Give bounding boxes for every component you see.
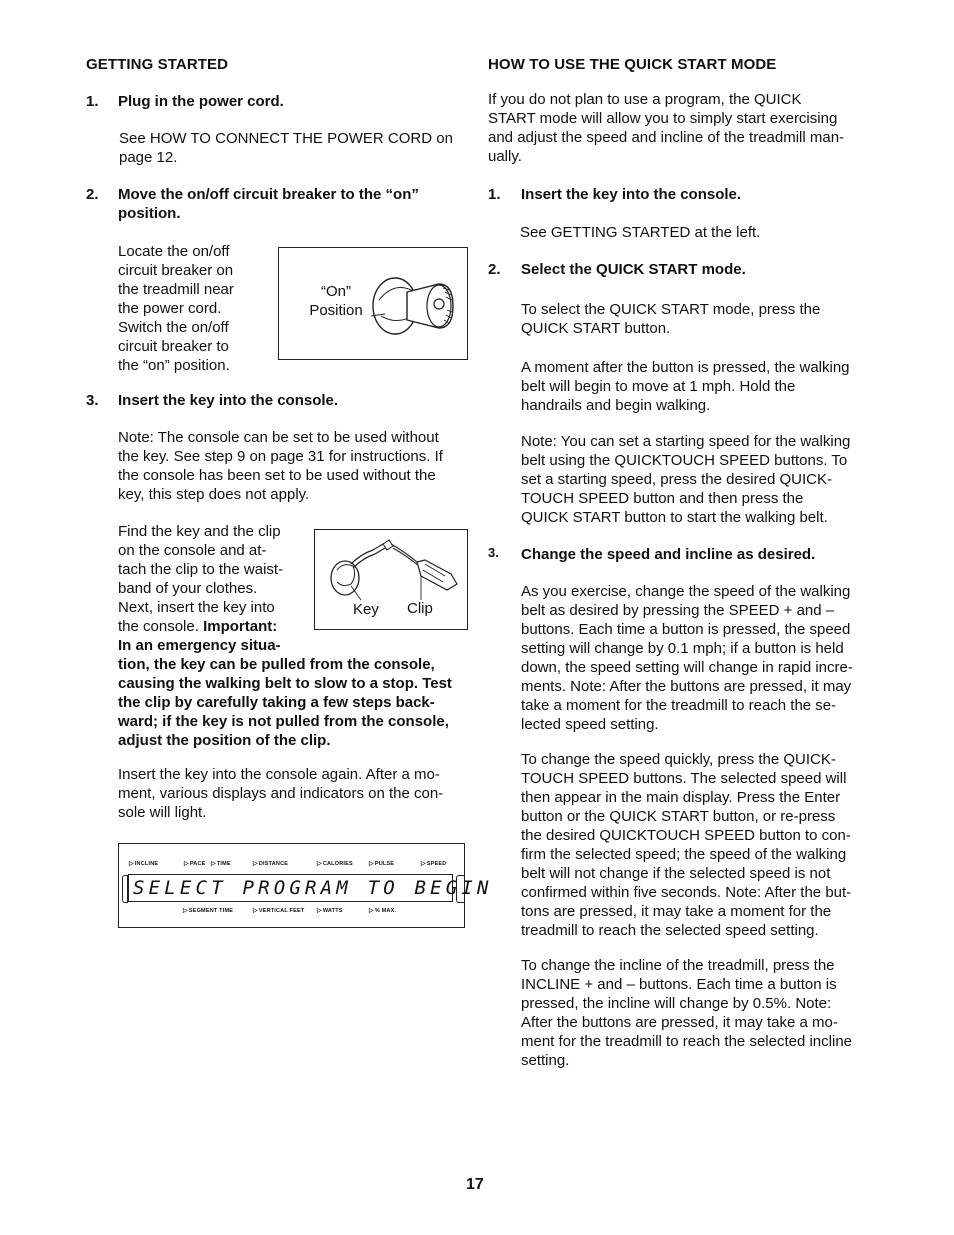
indicator-pace: ▷ PACE <box>184 861 206 868</box>
step-number: 1. <box>488 186 501 203</box>
indicator-percent-max: ▷ % MAX. <box>369 908 396 915</box>
step-body: To select the QUICK START mode, press the QUICK START button. <box>521 301 821 337</box>
step-body: See HOW TO CONNECT THE POWER CORD on page 12. <box>119 130 453 166</box>
section-heading-getting-started: GETTING STARTED <box>86 56 229 73</box>
indicator-segment-time: ▷ SEGMENT TIME <box>183 908 233 915</box>
step-body: To change the speed quickly, press the QUICK- TOUCH SPEED buttons. The selected speed will then appear in the main display. Press the Enter button or the QUICK START button, or re-press the desired QUICKTOUCH SPEED button to con- firm the selected speed; the speed of the walking belt will not change if the selected speed is not confirmed within five seconds. Note: After the but- tons are pressed, it may take a moment for the treadmill to reach the selected speed setting. <box>521 751 852 939</box>
key-clip-figure <box>314 529 468 630</box>
step-title: Select the QUICK START mode. <box>521 261 746 278</box>
indicator-watts: ▷ WATTS <box>317 908 343 915</box>
step-title: Insert the key into the console. <box>521 186 742 203</box>
step-number: 1. <box>86 93 99 110</box>
key-clip-icon <box>321 534 463 606</box>
step-body: Locate the on/off circuit breaker on the treadmill near the power cord. Switch the on/off circuit breaker to the “on” position. <box>118 243 234 374</box>
step-note: Note: You can set a starting speed for the walking belt using the QUICKTOUCH SPEED buttons. To set a starting speed, press the desired QUICK- TOUCH SPEED button and then press the QUICK START button to start the walking belt. <box>521 433 851 526</box>
circuit-breaker-icon <box>369 270 461 340</box>
indicator-vertical-feet: ▷ VERTICAL FEET <box>253 908 304 915</box>
step-title: Insert the key into the console. <box>118 392 339 409</box>
step-body: A moment after the button is pressed, the walking belt will begin to move at 1 mph. Hold the handrails and begin walking. <box>521 359 850 414</box>
indicator-calories: ▷ CALORIES <box>317 861 353 868</box>
main-display <box>128 874 493 902</box>
step-number: 2. <box>488 261 501 278</box>
console-display-figure <box>118 843 493 928</box>
step-number: 3. <box>488 545 499 560</box>
section-heading-quick-start: HOW TO USE THE QUICK START MODE <box>488 56 777 73</box>
figure-label-key: Key <box>353 601 379 618</box>
step-body-again: Insert the key into the console again. After a mo- ment, various displays and indicators on the con- sole will light. <box>118 766 444 821</box>
indicator-pulse: ▷ PULSE <box>369 861 394 868</box>
step-title: Change the speed and incline as desired. <box>521 546 816 563</box>
circuit-breaker-figure <box>278 247 468 360</box>
figure-label: “On” Position <box>309 283 363 319</box>
step-body: To change the incline of the treadmill, press the INCLINE + and – buttons. Each time a button is pressed, the incline will change by 0.5%. Note: After the buttons are pressed, it may take a mo- ment for the treadmill to reach the selected incline setting. <box>521 957 853 1069</box>
indicator-incline: ▷ INCLINE <box>129 861 158 868</box>
main-display-text: SELECT PROGRAM TO BEGIN <box>133 877 493 899</box>
step-body: As you exercise, change the speed of the walking belt as desired by pressing the SPEED + and – buttons. Each time a button is pressed, the speed setting will change by 0.1 mph; if a button is held down, the speed setting will change in rapid incre- ments. Note: After the buttons are pressed, it may take a moment for the treadmill to reach the se- lected speed setting. <box>521 583 853 733</box>
page-number: 17 <box>466 1176 484 1193</box>
step-note: Note: The console can be set to be used without the key. See step 9 on page 31 for instructions. If the console has been set to be used without the key, this step does not apply. <box>118 429 443 503</box>
step-body-key: Find the key and the clip on the console and at- tach the clip to the waist- band of your clothes. Next, insert the key into the console. Important: In an emergency situa- tion, the key can be pulled from the console, causing the walking belt to slow to a stop. Test the clip by carefully taking a few steps back- ward; if the key is not pulled from the console, adjust the position of the clip. <box>118 523 452 749</box>
step-title: Move the on/off circuit breaker to the “on” position. <box>118 186 419 222</box>
indicator-time: ▷ TIME <box>211 861 231 868</box>
indicator-speed: ▷ SPEED <box>421 861 446 868</box>
display-bracket-right <box>456 875 465 903</box>
step-number: 3. <box>86 392 99 409</box>
indicator-distance: ▷ DISTANCE <box>253 861 288 868</box>
step-number: 2. <box>86 186 99 203</box>
figure-label-clip: Clip <box>407 600 433 617</box>
intro-paragraph: If you do not plan to use a program, the QUICK START mode will allow you to simply start exercising and adjust the speed and incline of the treadmill man- ually. <box>488 91 845 165</box>
step-body: See GETTING STARTED at the left. <box>520 224 761 241</box>
step-title: Plug in the power cord. <box>118 93 284 110</box>
